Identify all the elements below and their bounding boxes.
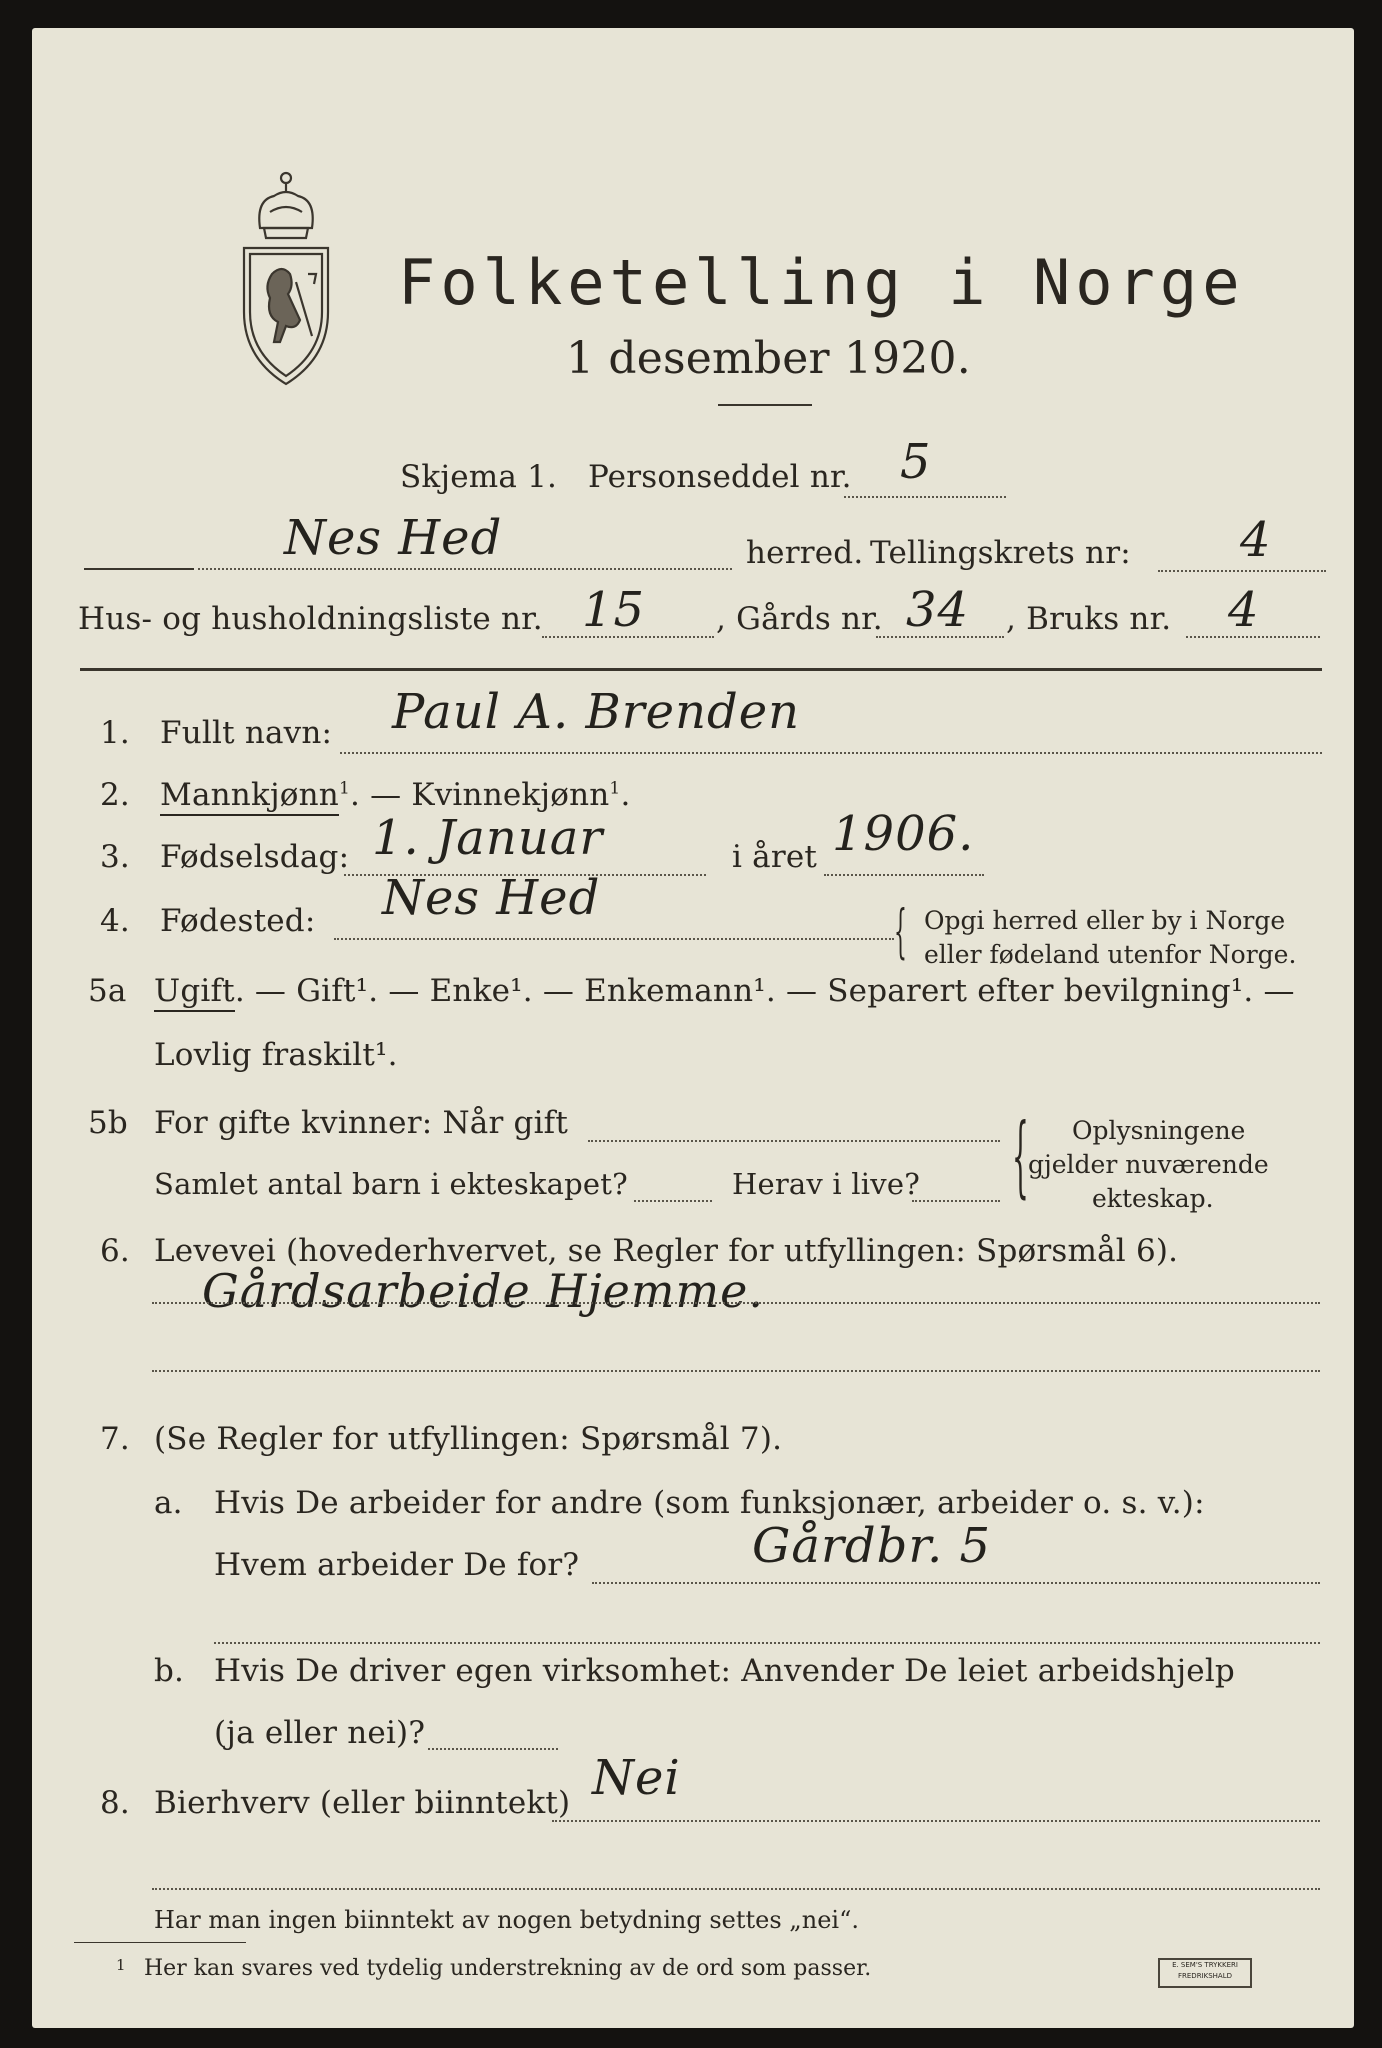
form-title: Folketelling i Norge (398, 246, 1245, 319)
tellingskrets-line (1158, 570, 1326, 572)
q2-male-option: Mannkjønn (160, 777, 339, 816)
q4-line (334, 938, 894, 940)
q4-note-line1: Opgi herred eller by i Norge (924, 906, 1286, 935)
printer-stamp (1158, 1958, 1252, 1988)
q3-number: 3. (100, 839, 130, 875)
q4-brace: { (894, 897, 907, 965)
gards-value: 34 (906, 582, 970, 638)
q7a-line (592, 1582, 1320, 1584)
q5a-line2: Lovlig fraskilt¹. (154, 1037, 398, 1073)
q5b-when-married-line (588, 1140, 1000, 1142)
bruks-value: 4 (1228, 582, 1260, 638)
printer-stamp-line1: E. SEM'S TRYKKERI (1172, 1961, 1238, 1969)
q6-line2 (152, 1370, 1320, 1372)
q5b-note-line1: Oplysningene (1072, 1116, 1246, 1145)
q1-number: 1. (100, 715, 130, 751)
q5b-alive-line (912, 1200, 1000, 1202)
q6-label: Levevei (hovederhvervet, se Regler for utfyllingen: Spørsmål 6). (154, 1233, 1179, 1269)
q3-label: Fødselsdag: (160, 839, 350, 875)
bruks-label: , Bruks nr. (1006, 601, 1172, 637)
personseddel-label: Personseddel nr. (588, 459, 852, 495)
q6-line1 (152, 1302, 1320, 1304)
footnote-text: Her kan svares ved tydelig understrekning av de ord som passer. (144, 1956, 872, 1981)
q5a-number: 5a (88, 973, 127, 1009)
printer-stamp-line2: FREDRIKSHALD (1177, 1972, 1232, 1980)
q5b-children-line (634, 1200, 712, 1202)
herred-line (198, 568, 732, 570)
personseddel-line (844, 496, 1006, 498)
q8-line (552, 1820, 1320, 1822)
norwegian-coat-of-arms-icon (230, 170, 342, 394)
q5a-other-options: . — Gift¹. — Enke¹. — Enkemann¹. — Separert efter bevilgning¹. — (234, 973, 1295, 1009)
herred-value: Nes Hed (284, 510, 503, 566)
q8-line-extra (152, 1888, 1320, 1890)
q5b-children-label: Samlet antal barn i ekteskapet? (154, 1167, 628, 1201)
q7a-line2: Hvem arbeider De for? (214, 1547, 580, 1583)
q5b-note-line3: ekteskap. (1092, 1184, 1214, 1213)
q7b-number: b. (154, 1653, 185, 1689)
hus-value: 15 (582, 582, 646, 638)
q8-value: Nei (592, 1750, 681, 1806)
q4-number: 4. (100, 903, 130, 939)
header-separator (80, 668, 1322, 671)
herred-label: herred. (746, 535, 864, 571)
q5b-line1: For gifte kvinner: Når gift (154, 1105, 569, 1141)
q2-female-footnote-mark: 1 (609, 778, 621, 799)
q5a-ugift-option: Ugift (154, 973, 235, 1012)
q2-number: 2. (100, 777, 130, 813)
footnote-rule (74, 1942, 246, 1943)
q3-year-label: i året (732, 839, 818, 875)
gards-label: , Gårds nr. (716, 601, 883, 637)
q5a-options (154, 973, 1295, 1009)
q2-male-footnote-mark: 1 (338, 778, 350, 799)
q5b-number: 5b (88, 1105, 128, 1141)
q1-label: Fullt navn: (160, 715, 333, 751)
hus-label: Hus- og husholdningsliste nr. (78, 601, 543, 637)
q6-number: 6. (100, 1233, 130, 1269)
title-divider (718, 404, 812, 406)
q8-label: Bierhverv (eller biinntekt) (154, 1785, 571, 1821)
q1-value: Paul A. Brenden (392, 684, 801, 740)
q1-line (340, 752, 1322, 754)
q6-value: Gårdsarbeide Hjemme. (202, 1264, 764, 1318)
q7a-number: a. (154, 1485, 183, 1521)
form-date: 1 desember 1920. (566, 333, 971, 384)
census-form-page (32, 28, 1354, 2028)
q4-value: Nes Hed (382, 870, 601, 926)
tellingskrets-label: Tellingskrets nr: (870, 535, 1131, 571)
q7b-line2: (ja eller nei)? (214, 1715, 426, 1751)
q5b-alive-label: Herav i live? (732, 1167, 920, 1201)
q2-female-option: Kvinnekjønn (411, 777, 610, 813)
q5b-brace: { (1012, 1104, 1029, 1207)
personseddel-value: 5 (900, 434, 932, 490)
q3-year-line (824, 874, 984, 876)
q2-end: . (620, 777, 631, 813)
tellingskrets-value: 4 (1240, 512, 1272, 568)
q7-number: 7. (100, 1421, 130, 1457)
footer-note: Har man ingen biinntekt av nogen betydning settes „nei“. (154, 1906, 859, 1934)
q2-separator: . — (349, 777, 412, 813)
q7-label: (Se Regler for utfyllingen: Spørsmål 7). (154, 1421, 783, 1457)
q2-gender (160, 777, 631, 813)
footnote-mark: 1 (116, 1956, 126, 1974)
herred-left-line (84, 568, 194, 570)
q3-year-value: 1906. (832, 806, 975, 862)
q4-note-line2: eller fødeland utenfor Norge. (924, 940, 1297, 969)
q7b-line1: Hvis De driver egen virksomhet: Anvender De leiet arbeidshjelp (214, 1653, 1235, 1689)
q4-label: Fødested: (160, 903, 316, 939)
q7a-line1: Hvis De arbeider for andre (som funksjonær, arbeider o. s. v.): (214, 1485, 1205, 1521)
q5b-note-line2: gjelder nuværende (1028, 1150, 1269, 1179)
q7a-value: Gårdbr. 5 (752, 1518, 992, 1574)
q7b-line (428, 1748, 558, 1750)
schema-label: Skjema 1. (400, 459, 558, 495)
q3-value: 1. Januar (372, 810, 604, 866)
q8-number: 8. (100, 1785, 130, 1821)
q7a-line-extra (214, 1642, 1320, 1644)
